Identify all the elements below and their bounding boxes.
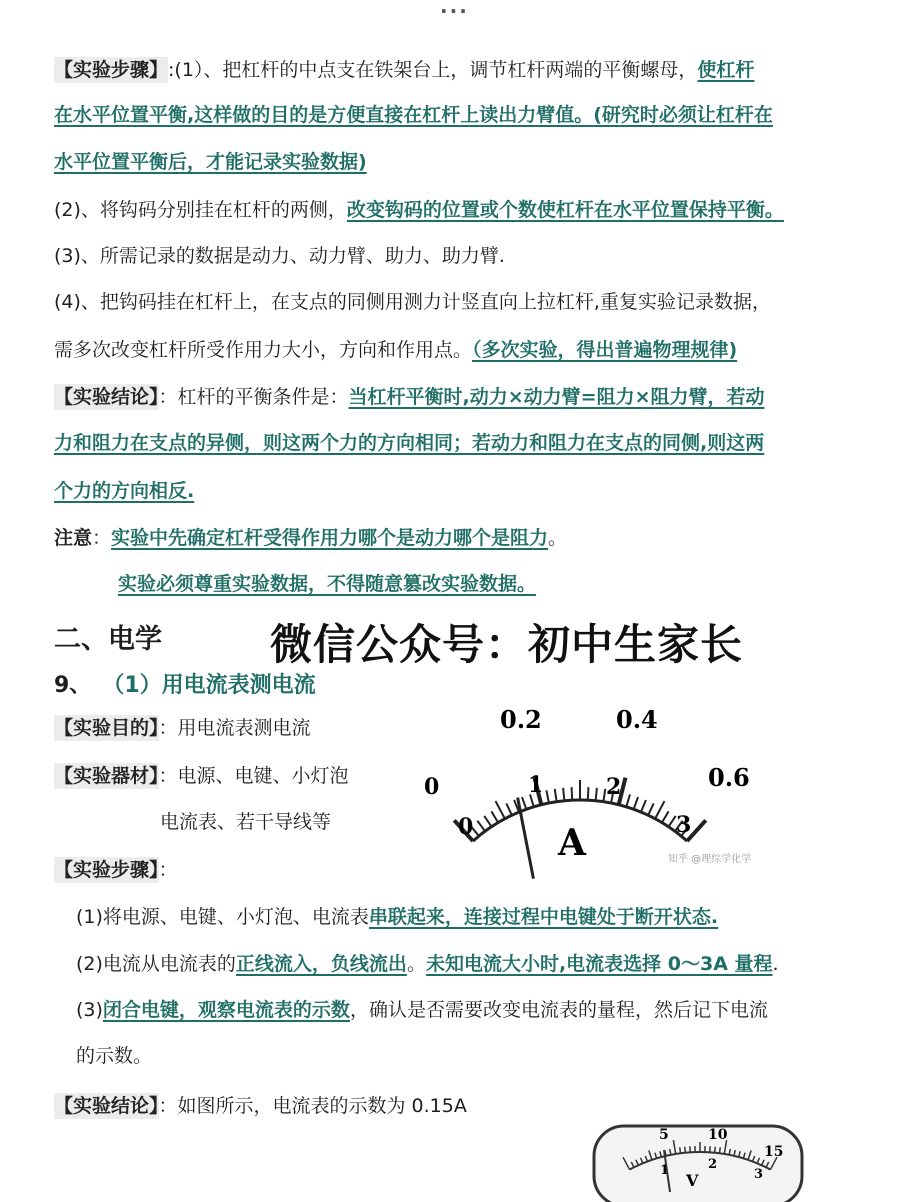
note-colon: ： <box>92 527 112 549</box>
key-point: 正线流入，负线流出 <box>235 953 407 975</box>
ammeter-tick <box>563 788 564 801</box>
ammeter-label-3: 3 <box>676 812 692 838</box>
key-point: (研究时必须让杠杆在 <box>593 104 773 126</box>
key-point: 闭合电键，观察电流表的示数 <box>102 999 350 1021</box>
key-point: 在水平位置平衡,这样做的目的是方便直接在杠杆上读出力臂值。 <box>54 104 594 126</box>
steps-tag: 【实验步骤】 <box>54 859 159 881</box>
key-point: 当杠杆平衡时,动力×动力臂=阻力×阻力臂，若动 <box>348 386 765 408</box>
equipment-line2: 电流表、若干导线等 <box>160 811 332 833</box>
electric-step3-line1 <box>76 998 768 1022</box>
ammeter-label-2: 2 <box>606 774 622 800</box>
note-tag: 注意 <box>54 527 93 549</box>
ammeter-label-0.4: 0.4 <box>616 705 658 734</box>
electric-step3-line2: 的示数。 <box>76 1045 153 1067</box>
ammeter-figure <box>400 700 780 880</box>
ammeter-tick <box>669 816 676 827</box>
step-text: 需多次改变杠杆所受作用力大小，方向和作用点。 <box>54 339 473 361</box>
ammeter-tick <box>648 803 654 815</box>
purpose-text: ：用电流表测电流 <box>158 717 311 739</box>
voltmeter-label-5: 5 <box>659 1127 669 1143</box>
key-point: 改变钩码的位置或个数使杠杆在水平位置保持平衡。 <box>346 199 784 221</box>
voltmeter-label-15: 15 <box>764 1144 784 1160</box>
lever-conclusion-line2 <box>54 431 764 455</box>
voltmeter-label-2: 2 <box>708 1157 718 1172</box>
item-number: 9、 <box>54 673 92 698</box>
lever-step1-line1 <box>54 58 754 82</box>
ammeter-label-0.6: 0.6 <box>708 763 750 792</box>
ammeter-label-0.2: 0.2 <box>500 705 542 734</box>
voltmeter-label-1: 1 <box>660 1163 670 1178</box>
lever-step2 <box>54 198 784 222</box>
steps-tag: 【实验步骤】 <box>54 59 169 81</box>
electric-steps-tag-line <box>54 858 178 882</box>
key-point: 使杠杆 <box>697 59 755 81</box>
lever-step1-line3 <box>54 150 367 174</box>
step-text: (3) <box>76 999 103 1021</box>
lever-conclusion-line3 <box>54 479 194 503</box>
ammeter-tick <box>495 801 504 819</box>
conclusion-tag: 【实验结论】 <box>54 386 159 408</box>
lever-step4-line1: (4)、把钩码挂在杠杆上，在支点的同侧用测力计竖直向上拉杠杆,重复实验记录数据， <box>54 291 771 313</box>
section-title: 二、电学 <box>54 624 162 655</box>
voltmeter-tick <box>680 1147 681 1153</box>
ammeter-tick <box>555 789 557 802</box>
ammeter-tick <box>572 787 573 800</box>
ammeter-tick <box>588 787 589 800</box>
lever-step4-line2 <box>54 338 737 362</box>
electric-step1 <box>76 905 718 929</box>
ammeter-tick <box>506 803 512 815</box>
key-point: 实验中先确定杠杆受得作用力哪个是动力哪个是阻力 <box>111 527 549 549</box>
conclusion-text: ：如图所示，电流表的示数为 0.15A <box>158 1095 467 1117</box>
note-line2 <box>118 572 536 596</box>
equipment-tag: 【实验器材】 <box>54 765 159 787</box>
conclusion-tag: 【实验结论】 <box>54 1095 159 1117</box>
electric-step2 <box>76 952 779 976</box>
equipment-line1 <box>54 764 349 788</box>
punct: . <box>772 953 779 975</box>
ammeter-zero-upper: 0 <box>424 774 440 800</box>
ammeter-tick <box>655 801 664 819</box>
ammeter-tick <box>484 816 491 827</box>
key-point: （多次实验，得出普遍物理规律) <box>472 339 738 361</box>
lever-step1-line2 <box>54 103 773 127</box>
voltmeter-unit: V <box>686 1171 699 1190</box>
conclusion-text: ：杠杆的平衡条件是： <box>158 386 349 408</box>
note-end: 。 <box>548 527 568 549</box>
ammeter-tick <box>634 797 638 809</box>
ammeter-tick <box>546 790 549 803</box>
equipment-text: ：电源、电键、小灯泡 <box>158 765 349 787</box>
key-point: 力和阻力在支点的异侧，则这两个力的方向相同；若动力和阻力在支点的同侧,则这两 <box>54 432 765 454</box>
key-point: 串联起来，连接过程中电键处于断开状态. <box>368 906 719 928</box>
top-ellipsis: ... <box>440 0 469 18</box>
ammeter-tick <box>491 811 498 822</box>
purpose-line <box>54 716 311 740</box>
voltmeter-tick <box>715 1147 716 1153</box>
step-text: (1)将电源、电键、小灯泡、电流表 <box>76 906 369 928</box>
electric-conclusion <box>54 1094 467 1118</box>
lever-step3: (3)、所需记录的数据是动力、动力臂、助力、助力臂. <box>54 245 505 267</box>
steps-colon: ： <box>158 859 178 881</box>
step-text: (2)、将钩码分别挂在杠杆的两侧， <box>54 199 347 221</box>
ammeter-tick <box>603 789 605 802</box>
voltmeter-label-10: 10 <box>708 1127 728 1143</box>
key-point: 未知电流大小时,电流表选择 0～3A 量程 <box>425 953 773 975</box>
voltmeter-tick <box>685 1147 686 1153</box>
purpose-tag: 【实验目的】 <box>54 717 159 739</box>
ammeter-tick <box>641 800 646 812</box>
key-point: 个力的方向相反. <box>54 480 195 502</box>
ammeter-label-1: 1 <box>528 772 544 798</box>
step-text: (2)电流从电流表的 <box>76 953 236 975</box>
ammeter-tick <box>626 794 630 806</box>
voltmeter-figure <box>590 1112 810 1202</box>
key-point: 水平位置平衡后，才能记录实验数据) <box>54 151 367 173</box>
item-title: （1）用电流表测电流 <box>113 673 316 698</box>
ammeter-tick <box>477 821 485 831</box>
watermark: 微信公众号：初中生家长 <box>270 620 744 669</box>
figure-credit: 知乎 @理综学化学 <box>668 854 752 865</box>
key-point: 实验必须尊重实验数据，不得随意篡改实验数据。 <box>118 573 537 595</box>
voltmeter-label-3: 3 <box>754 1167 764 1182</box>
punct: 。 <box>406 953 426 975</box>
voltmeter-tick <box>719 1147 720 1153</box>
ammeter-unit: A <box>558 822 586 864</box>
step-text: ，确认是否需要改变电流表的量程，然后记下电流 <box>349 999 768 1021</box>
ammeter-tick <box>596 788 597 801</box>
ammeter-tick <box>522 797 526 809</box>
ammeter-tick <box>662 811 669 822</box>
note-line1 <box>54 526 567 550</box>
lever-conclusion-line1 <box>54 385 765 409</box>
ammeter-label-0: 0 <box>458 814 474 840</box>
step-text: :(1）、把杠杆的中点支在铁架台上，调节杠杆两端的平衡螺母， <box>168 59 698 81</box>
item-9-heading <box>54 668 316 699</box>
